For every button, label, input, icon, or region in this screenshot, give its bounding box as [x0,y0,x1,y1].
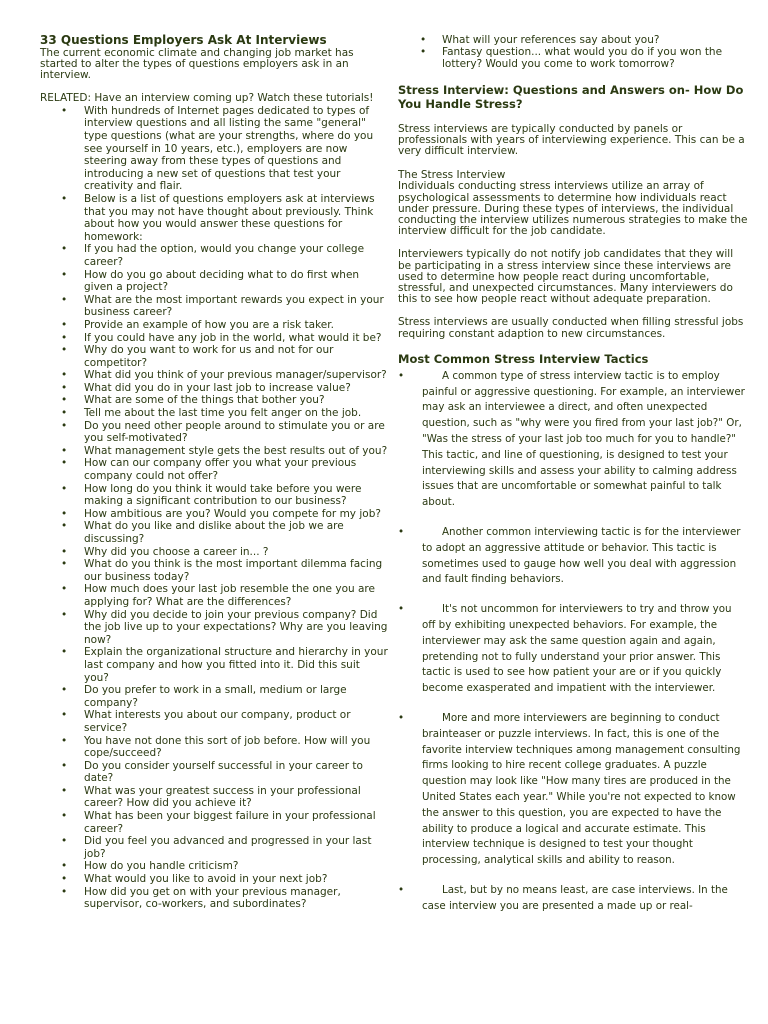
list-item: • Why do you want to work for us and not for our competitor? [84,344,388,369]
list-item: • What interests you about our company, product or service? [84,709,388,734]
list-item: • Did you feel you advanced and progressed in your last job? [84,835,388,860]
tactic-item [398,369,748,511]
tactics-heading: Most Common Stress Interview Tactics [398,351,649,366]
list-item: • You have not done this sort of job before. How will you cope/succeed? [84,735,388,760]
list-item: • What would you like to avoid in your next job? [84,873,388,886]
list-item: • Do you consider yourself successful in your career to date? [84,760,388,785]
list-item: • What do you like and dislike about the job we are discussing? [84,520,388,545]
tactic-item [398,525,748,588]
tactic-text: It's not uncommon for interviewers to try and throw you off by exhibiting unexpected behaviors. For example, the interviewer may ask the same question again and again, pretending not to fully understand your prior answer. This tactic is used to see how patient your are or if you quickly become exasperated and impatient with the interviewer. [422,603,732,695]
tactic-text: Last, but by no means least, are case interviews. In the case interview you are presented a made up or real- [422,883,728,912]
left-column [40,0,388,911]
stress-heading: Stress Interview: Questions and Answers on- How Do You Handle Stress? [398,82,744,111]
bullet-icon: • [398,603,405,616]
list-item: • How much does your last job resemble the one you are applying for? What are the differences? [84,583,388,608]
list-item: • What are the most important rewards you expect in your business career? [84,294,388,319]
tactic-text: More and more interviewers are beginning to conduct brainteaser or puzzle interviews. In fact, this is one of the favorite interview techniques among management consulting firms looking to hire recent college graduates. A puzzle question may look like "How many tires are produced in the United States each year." While you're not expected to know the answer to this question, you are expected to have the ability to produce a logical and accurate estimate. This interview technique is designed to test your thought processing, analytical skills and ability to reason. [422,712,741,867]
list-item: • What do you think is the most important dilemma facing our business today? [84,558,388,583]
list-item: • Do you need other people around to stimulate you or are you self-motivated? [84,420,388,445]
list-item: • What will your references say about you? [442,34,748,46]
top-bullet-list [398,34,748,71]
page-title: 33 Questions Employers Ask At Interviews [40,33,327,47]
tactic-item [398,602,748,697]
list-item: • Why did you decide to join your previous company? Did the job live up to your expectations? Why are you leaving now? [84,609,388,647]
list-item: • What has been your biggest failure in your professional career? [84,810,388,835]
list-item: • How ambitious are you? Would you compete for my job? [84,508,388,521]
list-item: • Provide an example of how you are a risk taker. [84,319,388,332]
stress-notify-paragraph: Interviewers typically do not notify job candidates that they will be participating in a stress interview since these interviews are used to determine how people react during uncomfortable, stressful, and unexpected circumstances. Many interviewers do this to see how people react without adequate preparation. [398,248,734,306]
list-item: • Below is a list of questions employers ask at interviews that you may not have thought about previously. Think about how you would answer these questions for homework: [84,193,388,243]
list-item: • How did you get on with your previous manager, supervisor, co-workers, and subordinates? [84,886,388,911]
list-item: • Explain the organizational structure and hierarchy in your last company and how you fitted into it. Did this suit you? [84,646,388,684]
tactic-text: A common type of stress interview tactic is to employ painful or aggressive questioning. For example, an interviewer may ask an interviewee a direct, and often unexpected question, such as "why were you fired from your last job?" Or, "Was the stress of your last job too much for you to handle?" This tactic, and line of questioning, is designed to test your interviewing skills and assess your ability to calming address issues that are uncomfortable or somewhat painful to talk about. [422,369,745,509]
list-item: • How do you handle criticism? [84,860,388,873]
stress-subheading: The Stress Interview [398,169,506,182]
list-item: • Why did you choose a career in... ? [84,546,388,559]
intro-paragraph: The current economic climate and changing job market has started to alter the types of questions employers ask in an interview. [40,47,354,82]
list-item: • Tell me about the last time you felt anger on the job. [84,407,388,420]
bullet-icon: • [398,712,405,724]
list-item: • What management style gets the best results out of you? [84,445,388,458]
related-paragraph: RELATED: Have an interview coming up? Watch these tutorials! [40,91,374,104]
list-item: • Do you prefer to work in a small, medium or large company? [84,684,388,709]
list-item: • If you could have any job in the world, what would it be? [84,332,388,345]
right-column [398,0,748,915]
bullet-icon: • [398,883,405,896]
tactics-list [398,369,748,915]
list-item: • How do you go about deciding what to do first when given a project? [84,269,388,294]
list-item: • How can our company offer you what your previous company could not offer? [84,457,388,482]
list-item: • How long do you think it would take before you were making a significant contribution to our business? [84,483,388,508]
stress-jobs-paragraph: Stress interviews are usually conducted when filling stressful jobs requiring constant adaption to new circumstances. [398,316,744,340]
list-item: • What did you do in your last job to increase value? [84,382,388,395]
tactic-item [398,883,748,915]
stress-assessment-paragraph: Individuals conducting stress interviews utilize an array of psychological assessments to determine how individuals react under pressure. During these types of interviews, the individual conducting the interview utilizes numerous strategies to make the interview difficult for the job candidate. [398,180,748,238]
bullet-icon: • [398,369,405,382]
stress-intro-paragraph: Stress interviews are typically conducted by panels or professionals with years of interviewing experience. This can be a very difficult interview. [398,122,745,158]
list-item: • If you had the option, would you change your college career? [84,243,388,268]
list-item: • What was your greatest success in your professional career? How did you achieve it? [84,785,388,810]
list-item: • What did you think of your previous manager/supervisor? [84,369,388,382]
list-item: • What are some of the things that bother you? [84,394,388,407]
list-item: • With hundreds of Internet pages dedicated to types of interview questions and all listing the same "general" type questions (what are your strengths, where do you see yourself in 10 years, etc.), employers are now steering away from these types of questions and introducing a new set of questions that test your creativity and flair. [84,105,388,193]
tactic-text: Another common interviewing tactic is for the interviewer to adopt an aggressive attitude or behavior. This tactic is sometimes used to gauge how well you deal with aggression and fault finding behaviors. [422,526,741,586]
tactic-item [398,711,748,869]
bullet-icon: • [398,526,405,539]
list-item: • Fantasy question... what would you do if you won the lottery? Would you come to work tomorrow? [442,46,748,70]
question-list [40,105,388,911]
